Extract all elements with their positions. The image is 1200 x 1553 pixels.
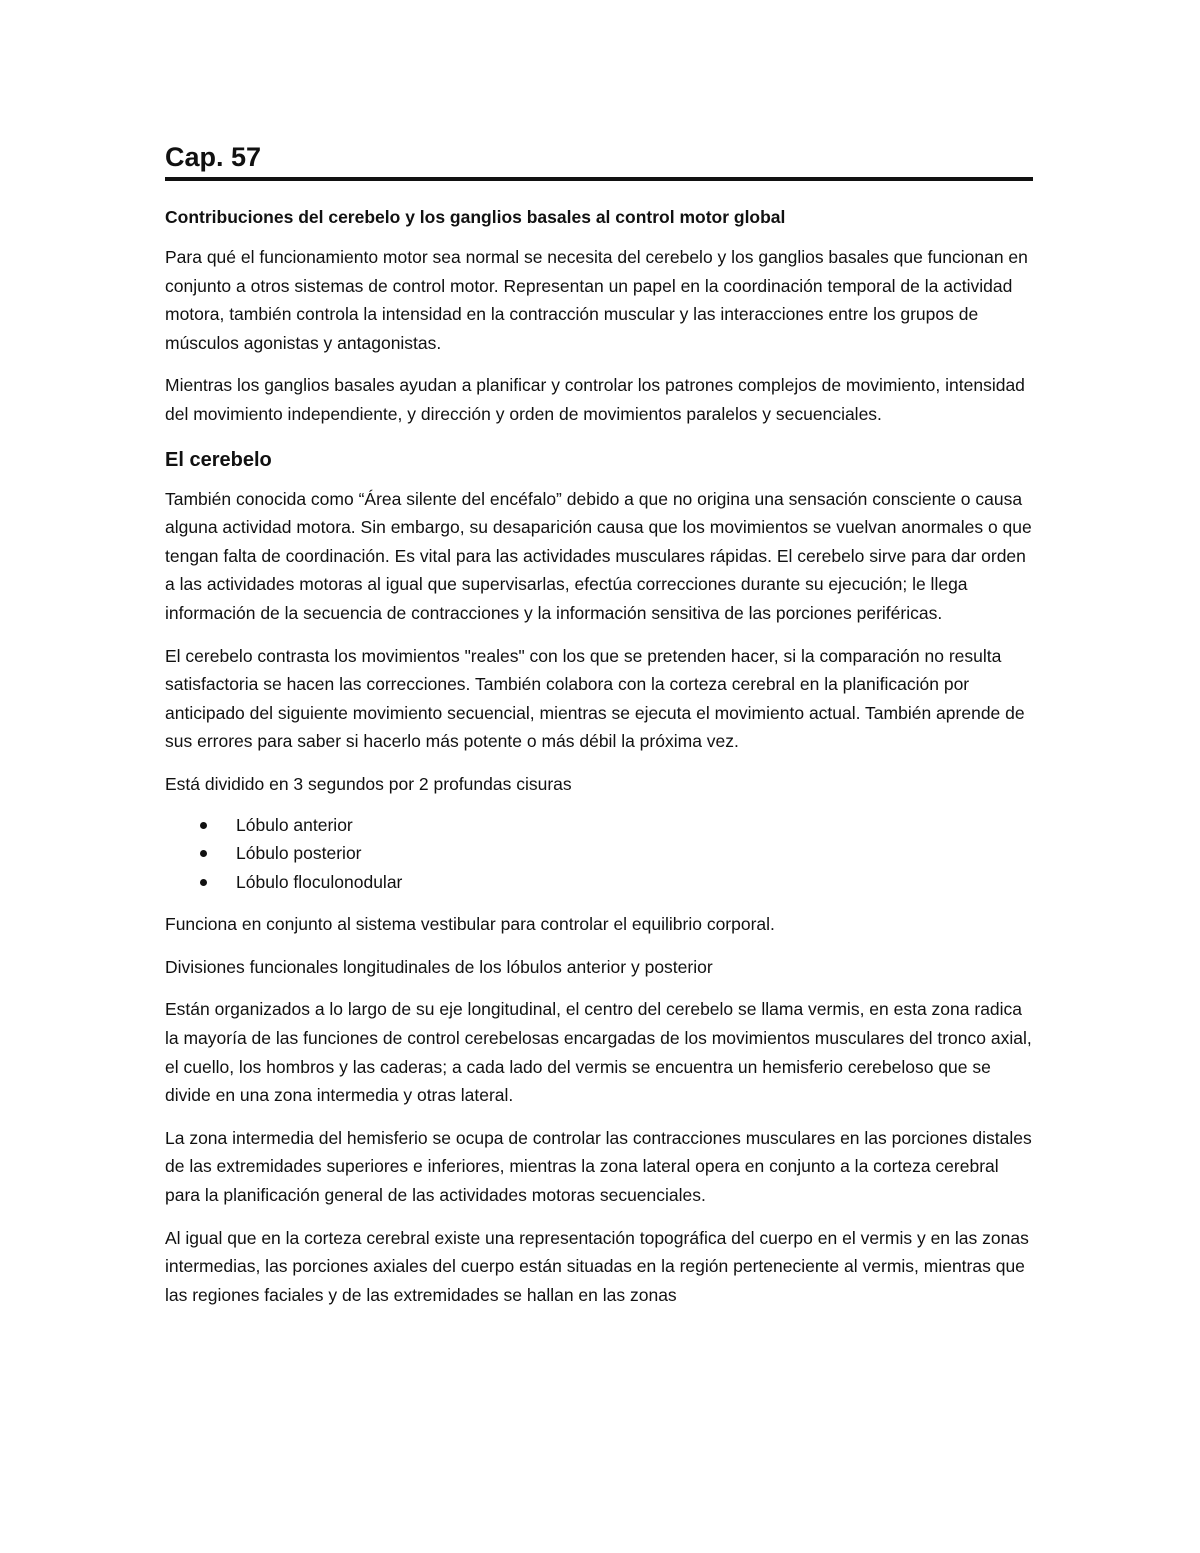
document-page [165, 140, 1033, 1323]
paragraph: La zona intermedia del hemisferio se ocupa de controlar las contracciones musculares en las porciones distales de las extremidades superiores e inferiores, mientras la zona lateral opera en conjunto a la corteza cerebral para la planificación general de las actividades motoras secuenciales. [165, 1127, 1032, 1206]
list-item [165, 839, 1033, 868]
lobes-list [165, 811, 1033, 897]
list-item-text: Lóbulo posterior [236, 843, 362, 864]
list-item-text: Lóbulo floculonodular [236, 871, 403, 892]
list-item-text: Lóbulo anterior [236, 814, 353, 835]
chapter-subtitle: Contribuciones del cerebelo y los ganglios basales al control motor global [165, 207, 786, 227]
paragraph: Mientras los ganglios basales ayudan a planificar y controlar los patrones complejos de movimiento, intensidad del movimiento independiente, y dirección y orden de movimientos paralelos y secuenciales. [165, 375, 1025, 424]
list-item [165, 868, 1033, 897]
chapter-title: Cap. 57 [165, 140, 1033, 181]
bullet-icon [200, 822, 207, 829]
paragraph: Funciona en conjunto al sistema vestibular para controlar el equilibrio corporal. [165, 914, 775, 935]
paragraph: Está dividido en 3 segundos por 2 profundas cisuras [165, 773, 572, 794]
paragraph: Divisiones funcionales longitudinales de los lóbulos anterior y posterior [165, 956, 713, 977]
paragraph: El cerebelo contrasta los movimientos "reales" con los que se pretenden hacer, si la comparación no resulta satisfactoria se hacen las correcciones. También colabora con la corteza cerebral en la planificación por anticipado del siguiente movimiento secuencial, mientras se ejecuta el movimiento actual. También aprende de sus errores para saber si hacerlo más potente o más débil la próxima vez. [165, 645, 1025, 752]
list-item [165, 811, 1033, 840]
bullet-icon [200, 879, 207, 886]
paragraph: Para qué el funcionamiento motor sea normal se necesita del cerebelo y los ganglios basales que funcionan en conjunto a otros sistemas de control motor. Representan un papel en la coordinación temporal de la actividad motora, también controla la intensidad en la contracción muscular y las interacciones entre los grupos de músculos agonistas y antagonistas. [165, 247, 1028, 353]
paragraph: Al igual que en la corteza cerebral existe una representación topográfica del cuerpo en el vermis y en las zonas intermedias, las porciones axiales del cuerpo están situadas en la región perteneciente al vermis, mientras que las regiones faciales y de las extremidades se hallan en las zonas [165, 1227, 1029, 1305]
paragraph: Están organizados a lo largo de su eje longitudinal, el centro del cerebelo se llama vermis, en esta zona radica la mayoría de las funciones de control cerebelosas encargadas de los movimientos musculares del tronco axial, el cuello, los hombros y las caderas; a cada lado del vermis se encuentra un hemisferio cerebeloso que se divide en una zona intermedia y otras lateral. [165, 999, 1032, 1106]
section-heading: El cerebelo [165, 448, 272, 471]
paragraph: También conocida como “Área silente del encéfalo” debido a que no origina una sensación consciente o causa alguna actividad motora. Sin embargo, su desaparición causa que los movimientos se vuelvan anormales o que tengan falta de coordinación. Es vital para las actividades musculares rápidas. El cerebelo sirve para dar orden a las actividades motoras al igual que supervisarlas, efectúa correcciones durante su ejecución; le llega información de la secuencia de contracciones y la información sensitiva de las porciones periféricas. [165, 488, 1032, 623]
bullet-icon [200, 850, 207, 857]
